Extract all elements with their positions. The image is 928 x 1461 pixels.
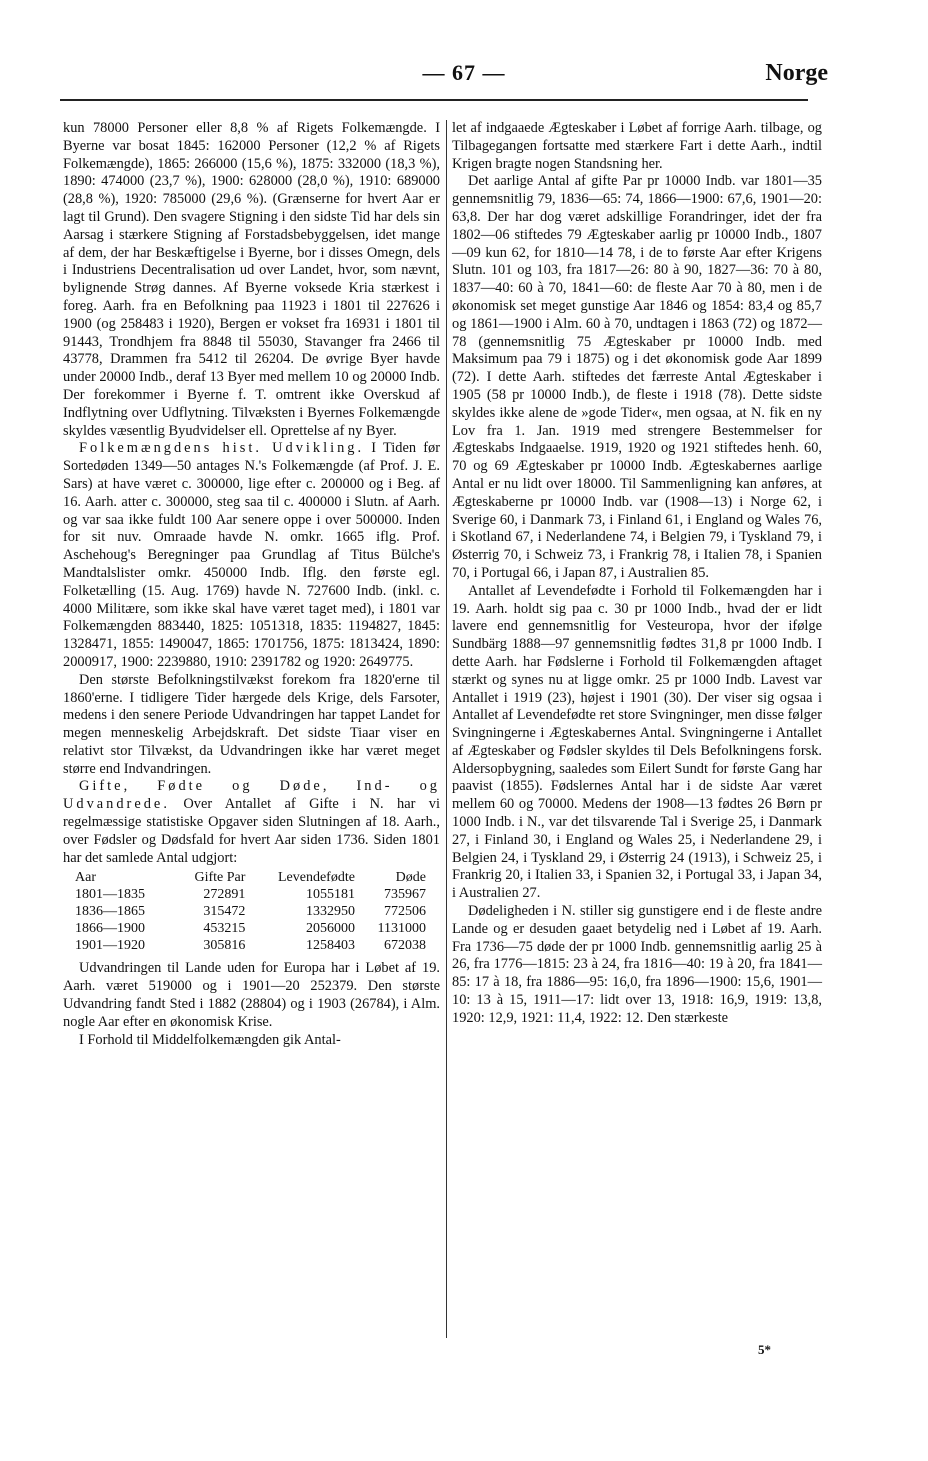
table-row <box>73 903 428 920</box>
paragraph-historical-development <box>63 440 440 671</box>
table-cell: 735967 <box>384 887 426 903</box>
column-header-year: Aar <box>75 870 96 886</box>
table-cell: 1901—1920 <box>75 938 145 954</box>
column-divider <box>446 120 447 1338</box>
table-cell: 1332950 <box>305 904 355 920</box>
paragraph-marriage-ratio-start: I Forhold til Middelfolkemængden gik Antal- <box>79 1031 341 1048</box>
paragraph-emigration: Udvandringen til Lande uden for Europa har i Løbet af 19. Aarh. været 519000 og i 1901—20 252379. Den største Udvandring fandt Sted i 1882 (28804) og i 1903 (26784), i Alm. nogle Aar efter en økonomisk Krise. <box>63 960 440 1030</box>
table-cell: 272891 <box>203 887 246 903</box>
column-header-live-births: Levendefødte <box>277 870 355 886</box>
table-row <box>73 886 428 903</box>
paragraph-population-growth: Den største Befolkningstilvækst forekom fra 1820'erne til 1860'erne. I tidligere Tider hærgede dels Krige, dels Farsoter, medens i den senere Periode Udvandringen har tappet Landet for megen menneskelig Arbejdskraft. Det sidste Tiaar viser en relativt stor Tilvækst, da Udvandringen ikke har været meget større end Indvandringen. <box>63 671 440 777</box>
left-column <box>63 120 440 1049</box>
paragraph-mortality: Dødeligheden i N. stiller sig gunstigere end i de fleste andre Lande og er desuden gaaet betydelig ned i Løbet af 19. Aarh. Fra 1736—75 døde der pr 1000 Indb. gennemsnitlig aarlig 25 à 26, fra 1776—1815: 23 à 24, fra 1816—40: 19 à 20, fra 1841—85: 17 à 18, fra 1886—95: 16,0, fra 1896—1900: 15,6, 1901—10: 13 à 15, 1911—17: lidt over 13, 1918: 16,9, 1919: 13,8, 1920: 12,9, 1921: 11,4, 1922: 12. Den stærkeste <box>452 903 822 1026</box>
paragraph-marriages-body: Over Antallet af Gifte i N. har vi regelmæssige statistiske Opgaver siden Slutningen af 18. Aarh., over Fødsler og Dødsfald for hvert Aar siden 1736. Siden 1801 har det samlede Antal udgjort: <box>63 796 440 866</box>
signature-mark: 5* <box>758 1342 771 1357</box>
table-cell: 1836—1865 <box>75 904 145 920</box>
table-cell: 453215 <box>203 921 246 937</box>
paragraph-marriage-rates: Det aarlige Antal af gifte Par pr 10000 Indb. var 1801—35 gennemsnitlig 79, 1836—65: 74, 1866—1900: 67,6, 1901—20: 63,8. Der har dog været adskillige Forandringer, idet der fra 1802—06 stiftedes 79 Ægteskaber aarlig pr 10000 Indb., 1807—09 kun 62, for 1810—14 78, i de to første Aar efter Krigens Slutn. 101 og 103, fra 1817—26: 80 à 90, 1827—36: 70 à 80, 1837—40: 60 à 70, 1841—60: de fleste Aar 70 à 80, men i de økonomisk set meget gunstige Aar 1846 og 1854: 83,4 og 85,7 og 1861—1900 i Alm. 60 à 70, undtagen i 1863 (72) og 1872—78 (gennemsnitlig 75 Ægteskaber pr 10000 Indb. med Maksimum paa 79 i 1875) og i det økonomisk gode Aar 1899 (72). I dette Aarh. stiftedes det færreste Antal Ægteskaber i 1905 (58 pr 10000 Indb.), de fleste i 1918 (78). Dette sidste skyldes ikke alene de »gode Tider«, men ogsaa, at N. fik en ny Lov fra 1. Jan. 1919 med strengere Bestemmelser for Ægteskabs Indgaaelse. 1919, 1920 og 1921 stiftedes henh. 60, 70 og 69 Ægteskaber pr 10000 Indb. Ægteskabernes aarlige Antal er nu lidt over 18000. Til Sammenligning kan anføres, at Ægteskaberne pr 10000 Indb. var (1908—13) i Norge 62, i Sverige 60, i Danmark 73, i Finland 61, i England og Wales 76, i Skotland 67, i Nederlandene 74, i Belgien 79, i Tyskland 79, i Østerrig 70, i Schweiz 73, i Frankrig 78, i Italien 78, i Spanien 70, i Portugal 66, i Japan 87, i Australien 85. <box>452 173 822 581</box>
table-cell: 672038 <box>384 938 426 954</box>
table-cell: 305816 <box>203 938 246 954</box>
table-cell: 1258403 <box>305 938 355 954</box>
section-heading-historical: Folkemængdens hist. Udvikling. <box>79 440 365 457</box>
table-header-row <box>73 869 428 886</box>
table-cell: 1131000 <box>377 921 426 937</box>
table-cell: 1801—1835 <box>75 887 145 903</box>
page-number: — 67 — <box>422 60 506 85</box>
right-column <box>452 120 822 1028</box>
header-rule <box>60 99 808 101</box>
table-row <box>73 937 428 954</box>
paragraph-marriage-decline: let af indgaaede Ægteskaber i Løbet af forrige Aarh. tilbage, og Tilbagegangen fortsatte med stærkere Fart i dette Aarh., indtil Krigen bragte nogen Standsning her. <box>452 120 822 172</box>
table-row <box>73 920 428 937</box>
paragraph-historical-body: I Tiden før Sortedøden 1349—50 antages N.'s Folkemængde (af Prof. J. E. Sars) at have været c. 300000, lige efter c. 200000 og i Beg. af 16. Aarh. atter c. 300000, steg saa til c. 400000 i Slutn. af Aarh. og var saa ikke fuldt 100 Aar senere oppe i over 500000. Inden for sit nuv. Omraade havde N. omkr. 1665 iflg. Prof. Aschehoug's Beregninger paa Grundlag af Titus Bülche's Mandtalslister omkr. 450000 Indb. Iflg. den første egl. Folketælling (15. Aug. 1769) havde N. 727600 Indb. (inkl. c. 4000 Militære, som ikke skal have været taget med), i 1801 var Folkemængden 883440, 1825: 1051318, 1835: 1194827, 1845: 1328471, 1855: 1490047, 1865: 1701756, 1875: 1813424, 1890: 2000917, 1900: 2239880, 1910: 2391782 og 1920: 2649775. <box>63 440 440 670</box>
paragraph-birth-rates: Antallet af Levendefødte i Forhold til Folkemængden har i 19. Aarh. holdt sig paa c. 30 pr 1000 Indb., hvad der er lidt lavere end gennemsnitlig for Vesteuropa, hvor der ifølge Sundbärg 1888—97 gennemsnitlig fødtes 31,8 pr 1000 Indb. I dette Aarh. har Fødslerne i Forhold til Folkemængden aftaget stærkt og synes nu at ligge omkr. 25 pr 1000 Indb. Lavest var Antallet i 1919 (23), højest i 1901 (30). Der viser sig ogsaa i Antallet af Levendefødte ret store Svingninger, men disse følger Svingningerne i Ægteskabernes Antal. Svingningerne i Antallet af Ægteskaber og Fødsler skyldes til Dels Befolkningens forsk. Aldersopbygning, saaledes som Eilert Sundt for første Gang har paavist (1855). Fødslernes Antal har i de sidste Aar været mellem 60 og 70000. Medens der 1908—13 fødtes 26 Børn pr 1000 Indb. i N., var det tilsvarende Tal i Sverige 25, i Danmark 27, i Finland 30, i England og Wales 25, i Nederlandene 29, i Belgien 24, i Tyskland 29, i Østerrig 24 (1913), i Schweiz 25, i Frankrig 20, i Italien 33, i Spanien 32, i Portugal 33, i Japan 34, i Australien 27. <box>452 582 822 902</box>
table-cell: 315472 <box>203 904 246 920</box>
statistics-table <box>73 869 428 954</box>
table-cell: 2056000 <box>305 921 355 937</box>
column-header-married-couples: Gifte Par <box>194 870 246 886</box>
paragraph-marriages-births-deaths <box>63 778 440 867</box>
table-cell: 1866—1900 <box>75 921 145 937</box>
column-header-deaths: Døde <box>395 870 426 886</box>
paragraph-city-population: kun 78000 Personer eller 8,8 % af Rigets Folkemængde. I Byerne var bosat 1845: 162000 Personer (12,2 % af Rigets Folkemængde), 1865: 266000 (15,6 %), 1875: 332000 (18,3 %), 1890: 474000 (23,7 %), 1900: 628000 (28,0 %), 1910: 689000 (28,8 %), 1920: 785000 (29,6 %). (Grænserne for hvert Aar er lagt til Grund). Den svagere Stigning i den sidste Tid har dels sin Aarsag i stærkere Stigning af Forstadsbebyggelsen, idet mange af dem, der har Beskæftigelse i Byerne, bor i disses Omegn, dels i Industriens Decentralisation ud over Landet, hvor, som nævnt, bylignende Strøg dannes. Af Byerne voksede Kria stærkest i foreg. Aarh. fra en Befolkning paa 11923 i 1801 til 227626 i 1900 (og 258483 i 1920), Bergen er vokset fra 16931 i 1801 til 91443, Trondhjem fra 8848 til 55030, Stavanger fra 2466 til 43778, Drammen fra 5412 til 26204. De øvrige Byer havde under 20000 Indb., deraf 13 Byer med mellem 10 og 20000 Indb. Der forekommer i Byerne f. T. omtrent ikke Overskud af Indflytning over Udflytning. Tilvæksten i Byernes Folkemængde skyldes væsentlig Byudvidelser ell. Oprettelse af ny Byer. <box>63 120 440 439</box>
page-title: Norge <box>765 60 828 86</box>
table-cell: 772506 <box>384 904 426 920</box>
table-cell: 1055181 <box>305 887 355 903</box>
section-heading-marriages: Gifte, Fødte og Døde, Ind- og Udvandrede. <box>63 778 440 813</box>
